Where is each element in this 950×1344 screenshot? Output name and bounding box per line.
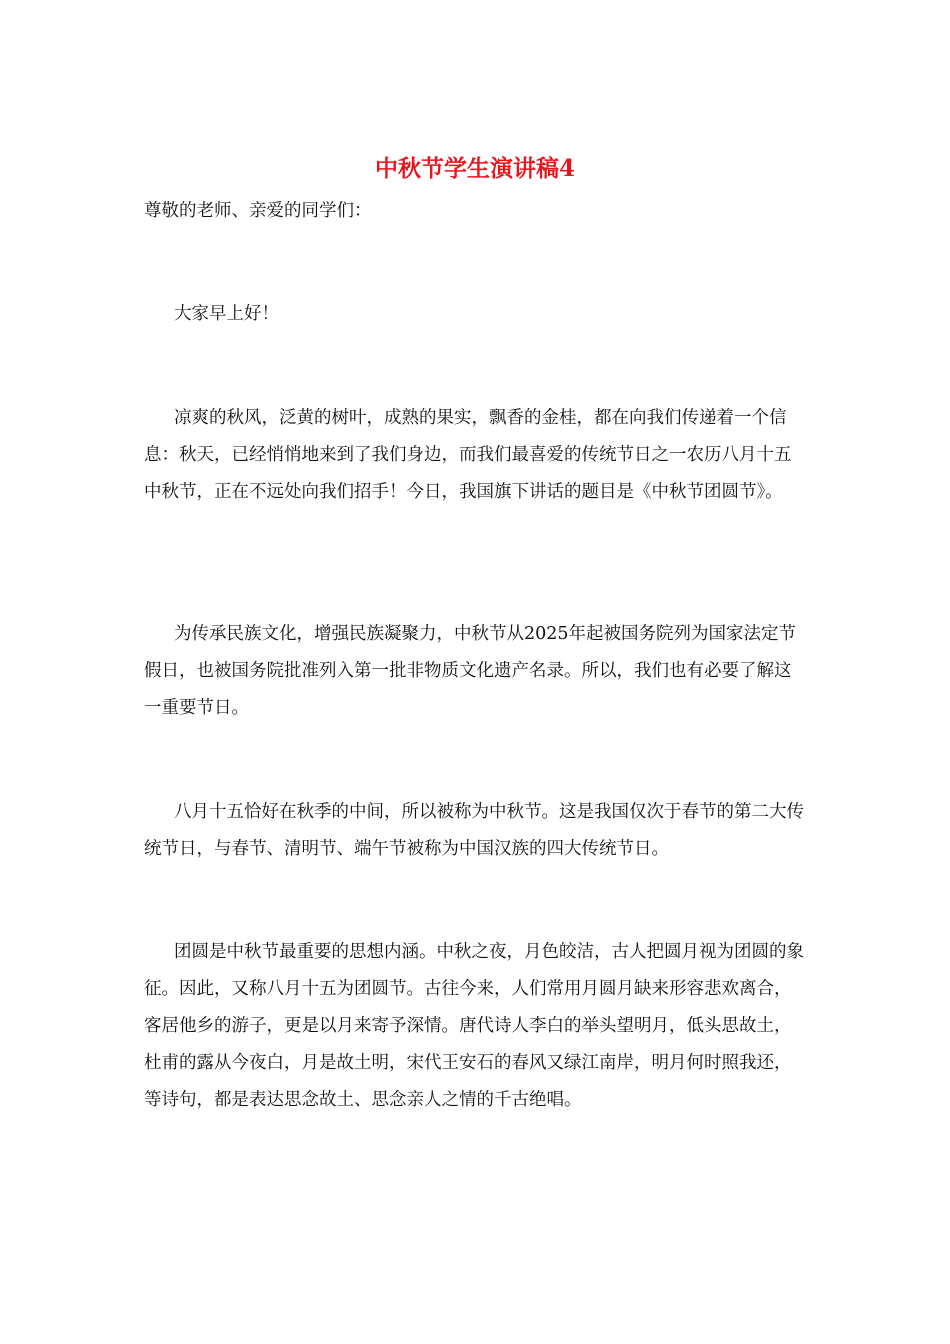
- paragraph-greeting: 大家早上好！: [174, 304, 279, 324]
- salutation: 尊敬的老师、亲爱的同学们：: [144, 201, 372, 221]
- paragraph-heritage: 为传承民族文化，增强民族凝聚力，中秋节从2025年起被国务院列为国家法定节假日，也被国务院批准列入第一批非物质文化遗产名录。所以，我们也有必要了解这一重要节日。: [144, 624, 797, 718]
- document-title: 中秋节学生演讲稿4: [374, 155, 575, 182]
- paragraph-autumn: 凉爽的秋风，泛黄的树叶，成熟的果实，飘香的金桂，都在向我们传递着一个信息：秋天，已经悄悄地来到了我们身边，而我们最喜爱的传统节日之一农历八月十五中秋节，正在不远处向我们招手！今日，我国旗下讲话的题目是《中秋节团圆节》。: [144, 408, 792, 502]
- paragraph-festival-origin: 八月十五恰好在秋季的中间，所以被称为中秋节。这是我国仅次于春节的第二大传统节日，与春节、清明节、端午节被称为中国汉族的四大传统节日。: [144, 802, 804, 859]
- paragraph-reunion: 团圆是中秋节最重要的思想内涵。中秋之夜，月色皎洁，古人把圆月视为团圆的象征。因此，又称八月十五为团圆节。古往今来，人们常用月圆月缺来形容悲欢离合，客居他乡的游子，更是以月来寄予深情。唐代诗人李白的举头望明月，低头思故土，杜甫的露从今夜白，月是故土明，宋代王安石的春风又绿江南岸，明月何时照我还，等诗句，都是表达思念故土、思念亲人之情的千古绝唱。: [144, 942, 804, 1110]
